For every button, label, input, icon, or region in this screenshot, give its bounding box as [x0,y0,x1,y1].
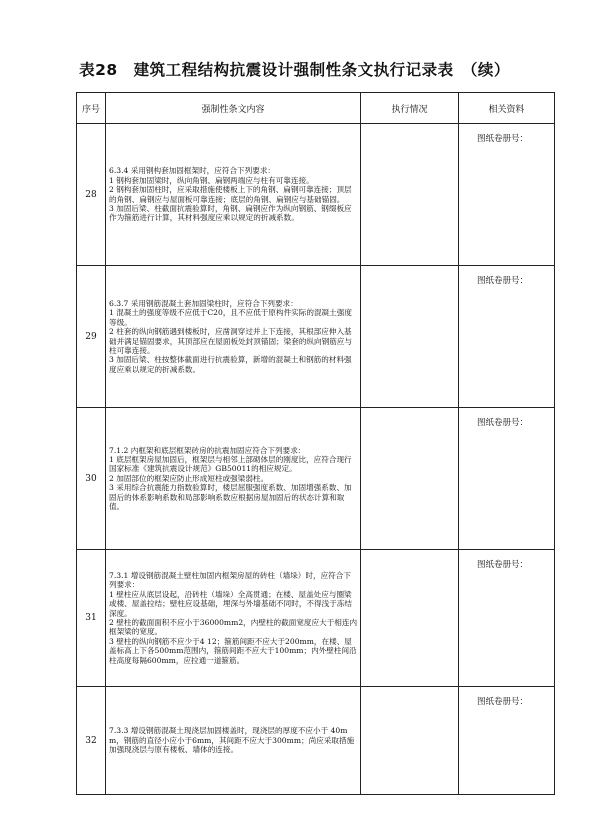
row-seq: 30 [77,408,106,550]
row-execution-cell[interactable] [361,550,459,687]
row-reference[interactable]: 图纸卷册号： [459,687,555,795]
row-seq: 29 [77,266,106,408]
table-row [77,550,555,687]
header-seq: 序号 [77,93,106,124]
page-title: 表28 建筑工程结构抗震设计强制性条文执行记录表 （续） [79,61,510,79]
row-reference[interactable]: 图纸卷册号： [459,266,555,408]
row-seq: 28 [77,124,106,266]
record-table [76,92,555,795]
table-row [77,408,555,550]
row-content: 6.3.4 采用钢构套加固框架时，应符合下列要求： 1 钢构套加固梁时，纵向角钢、扁钢两端应与柱有可靠连接。 2 钢构套加固柱时，应采取措施使楼板上下的角钢、扁钢可靠连接；顶层的角钢、扁钢应与屋面板可靠连接；底层的角钢、扁钢应与基础锚固。 3 加固后梁、柱截面抗震验算时，角钢、扁钢应作为纵向钢筋、钢缀板应作为箍筋进行计算，其材料强度应乘以规定的折减系数。 [106,124,361,266]
table-row [77,124,555,266]
row-seq: 32 [77,687,106,795]
row-content: 7.1.2 内框架和底层框架砖房的抗震加固应符合下列要求： 1 底层框架房屋加固后，框架层与相邻上部砌体层的刚度比，应符合现行国家标准《建筑抗震设计规范》GB50011的相应规定。 2 加固部位的框架应防止形成短柱或强梁弱柱。 3 采用综合抗震能力指数验算时，楼层屈服强度系数、加固增强系数、加固后的体系影响系数和局部影响系数应根据房屋加固后的状态计算和取值。 [106,408,361,550]
row-execution-cell[interactable] [361,124,459,266]
header-execution: 执行情况 [361,93,459,124]
table-row [77,266,555,408]
row-reference[interactable]: 图纸卷册号： [459,408,555,550]
row-execution-cell[interactable] [361,266,459,408]
row-reference[interactable]: 图纸卷册号： [459,124,555,266]
row-content: 6.3.7 采用钢筋混凝土套加固梁柱时，应符合下列要求： 1 混凝土的强度等级不应低于C20，且不应低于原构件实际的混凝土强度等级。 2 柱套的纵向钢筋遇到楼板时，应凿洞穿过并上下连接，其根部应伸入基础并满足锚固要求，其顶部应在屋面板处封顶锚固；梁套的纵向钢筋应与柱可靠连接。 3 加固后梁、柱按整体截面进行抗震验算，新增的混凝土和钢筋的材料强度应乘以规定的折减系数。 [106,266,361,408]
row-reference[interactable]: 图纸卷册号： [459,550,555,687]
row-execution-cell[interactable] [361,408,459,550]
row-content: 7.3.1 增设钢筋混凝土壁柱加固内框架房屋的砖柱（墙垛）时，应符合下列要求： 1 壁柱应从底层设起，沿砖柱（墙垛）全高贯通；在楼、屋盖处应与圈梁或楼、屋盖拉结；壁柱应设基础，埋深与外墙基础不同时，不得浅于冻结深度。 2 壁柱的截面面积不应小于36000mm2，内壁柱的截面宽度应大于相连内框架梁的宽度。 3 壁柱的纵向钢筋不应少于4 12；箍筋间距不应大于200mm，在楼、屋盖标高上下各500mm范围内，箍筋间距不应大于100mm；内外壁柱间沿柱高度每隔600mm，应拉通一道箍筋。 [106,550,361,687]
header-reference: 相关资料 [459,93,555,124]
header-content: 强制性条文内容 [106,93,361,124]
row-content: 7.3.3 增设钢筋混凝土现浇层加固楼盖时，现浇层的厚度不应小于 40mm，钢筋的直径小应小于6mm，其间距不应大于300mm；尚应采取措施加强现浇层与原有楼板、墙体的连接。 [106,687,361,795]
row-seq: 31 [77,550,106,687]
table-row [77,687,555,795]
row-execution-cell[interactable] [361,687,459,795]
table-header-row [77,93,555,124]
